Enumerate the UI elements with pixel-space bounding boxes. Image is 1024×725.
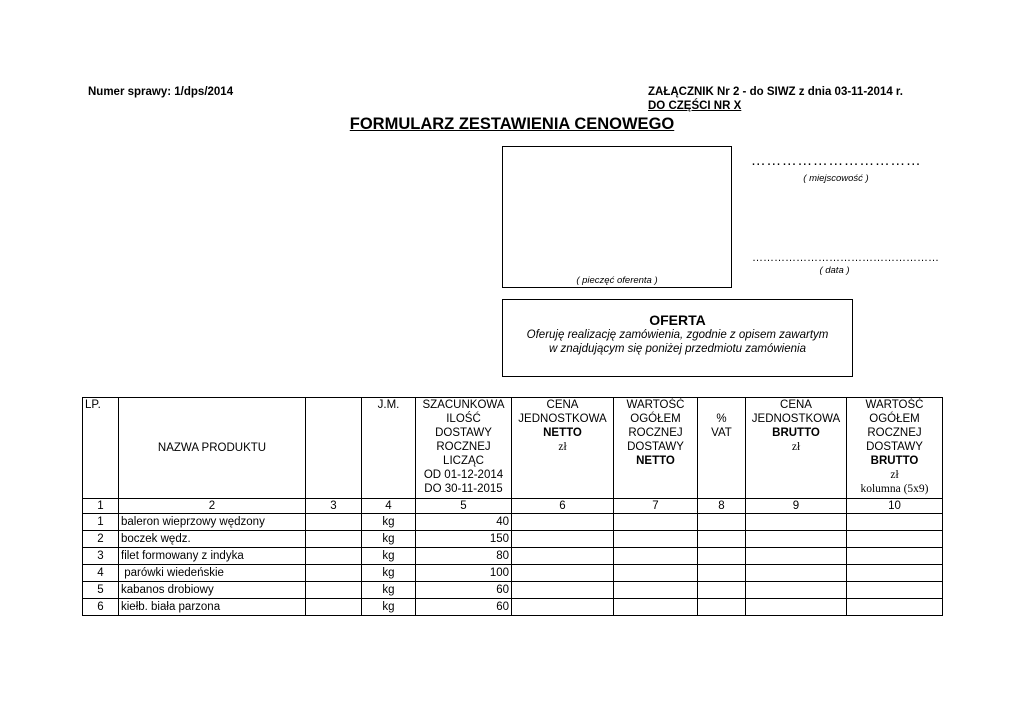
header-gross-unit-price: CENA JEDNOSTKOWA BRUTTO zł: [746, 398, 847, 499]
row-vat-cell[interactable]: [698, 548, 746, 565]
row-lp: 6: [83, 599, 119, 616]
table-row: [83, 514, 943, 531]
row-lp: 2: [83, 531, 119, 548]
row-gross-unit-price-cell[interactable]: [746, 599, 847, 616]
row-unit: kg: [362, 582, 416, 599]
row-empty-cell[interactable]: [306, 565, 362, 582]
row-unit: kg: [362, 565, 416, 582]
row-vat-cell[interactable]: [698, 582, 746, 599]
row-product-name: kabanos drobiowy: [119, 582, 306, 599]
column-number: 4: [362, 499, 416, 514]
row-quantity: 150: [416, 531, 512, 548]
row-vat-cell[interactable]: [698, 565, 746, 582]
table-header-row: [83, 398, 943, 499]
row-gross-total-cell[interactable]: [847, 531, 943, 548]
row-lp: 3: [83, 548, 119, 565]
row-unit: kg: [362, 531, 416, 548]
header-quantity: SZACUNKOWA ILOŚĆ DOSTAWY ROCZNEJ LICZĄC OD 01-12-2014 DO 30-11-2015: [416, 398, 512, 499]
place-caption: ( miejscowość ): [803, 173, 869, 184]
row-gross-unit-price-cell[interactable]: [746, 582, 847, 599]
part-reference: DO CZĘŚCI NR X: [648, 100, 742, 112]
column-number: 10: [847, 499, 943, 514]
row-gross-unit-price-cell[interactable]: [746, 514, 847, 531]
row-gross-total-cell[interactable]: [847, 599, 943, 616]
row-net-total-cell[interactable]: [614, 565, 698, 582]
row-vat-cell[interactable]: [698, 514, 746, 531]
column-number: 6: [512, 499, 614, 514]
column-number: 9: [746, 499, 847, 514]
row-lp: 5: [83, 582, 119, 599]
date-caption: ( data ): [819, 265, 850, 276]
column-number: 1: [83, 499, 119, 514]
row-product-name: boczek wędz.: [119, 531, 306, 548]
row-gross-unit-price-cell[interactable]: [746, 565, 847, 582]
stamp-box: [502, 146, 732, 288]
place-line: ……………………………: [750, 152, 922, 169]
header-gross-total-value: WARTOŚĆ OGÓŁEM ROCZNEJ DOSTAWY BRUTTO zł kolumna (5x9): [847, 398, 943, 499]
table-row: [83, 531, 943, 548]
stamp-caption: ( pieczęć oferenta ): [576, 275, 658, 286]
row-net-total-cell[interactable]: [614, 514, 698, 531]
table-row: [83, 565, 943, 582]
row-quantity: 40: [416, 514, 512, 531]
row-vat-cell[interactable]: [698, 531, 746, 548]
annex-reference: ZAŁĄCZNIK Nr 2 - do SIWZ z dnia 03-11-2014 r.: [648, 86, 903, 98]
row-gross-total-cell[interactable]: [847, 582, 943, 599]
row-product-name: baleron wieprzowy wędzony: [119, 514, 306, 531]
row-unit: kg: [362, 514, 416, 531]
row-net-unit-price-cell[interactable]: [512, 599, 614, 616]
column-number: 8: [698, 499, 746, 514]
row-quantity: 100: [416, 565, 512, 582]
column-number: 5: [416, 499, 512, 514]
table-row: [83, 599, 943, 616]
column-number: 7: [614, 499, 698, 514]
row-empty-cell[interactable]: [306, 582, 362, 599]
row-net-unit-price-cell[interactable]: [512, 582, 614, 599]
row-net-total-cell[interactable]: [614, 531, 698, 548]
date-line: ……………………………………………: [752, 252, 939, 264]
row-net-total-cell[interactable]: [614, 582, 698, 599]
row-empty-cell[interactable]: [306, 599, 362, 616]
row-gross-unit-price-cell[interactable]: [746, 531, 847, 548]
row-net-unit-price-cell[interactable]: [512, 565, 614, 582]
table-row: [83, 582, 943, 599]
row-gross-total-cell[interactable]: [847, 548, 943, 565]
case-number: Numer sprawy: 1/dps/2014: [88, 86, 234, 98]
row-vat-cell[interactable]: [698, 599, 746, 616]
row-unit: kg: [362, 599, 416, 616]
header-net-total-value: WARTOŚĆ OGÓŁEM ROCZNEJ DOSTAWY NETTO: [614, 398, 698, 499]
page-title: FORMULARZ ZESTAWIENIA CENOWEGO: [349, 115, 675, 133]
row-quantity: 60: [416, 599, 512, 616]
price-table: [82, 397, 943, 616]
offer-box: [502, 299, 853, 377]
row-unit: kg: [362, 548, 416, 565]
row-lp: 4: [83, 565, 119, 582]
header-name: NAZWA PRODUKTU: [119, 398, 306, 499]
column-number: 3: [306, 499, 362, 514]
row-gross-total-cell[interactable]: [847, 565, 943, 582]
row-quantity: 80: [416, 548, 512, 565]
row-lp: 1: [83, 514, 119, 531]
row-gross-unit-price-cell[interactable]: [746, 548, 847, 565]
row-product-name: parówki wiedeńskie: [119, 565, 306, 582]
row-net-unit-price-cell[interactable]: [512, 531, 614, 548]
row-empty-cell[interactable]: [306, 548, 362, 565]
header-col3: [306, 398, 362, 499]
header-vat: % VAT: [698, 398, 746, 499]
header-net-unit-price: CENA JEDNOSTKOWA NETTO zł: [512, 398, 614, 499]
row-empty-cell[interactable]: [306, 531, 362, 548]
row-net-unit-price-cell[interactable]: [512, 514, 614, 531]
row-net-unit-price-cell[interactable]: [512, 548, 614, 565]
row-empty-cell[interactable]: [306, 514, 362, 531]
column-number-row: [83, 499, 943, 514]
row-product-name: kiełb. biała parzona: [119, 599, 306, 616]
offer-title: OFERTA: [649, 312, 706, 328]
offer-text-line-2: w znajdującym się poniżej przedmiotu zamówienia: [549, 343, 806, 355]
row-net-total-cell[interactable]: [614, 548, 698, 565]
row-quantity: 60: [416, 582, 512, 599]
table-row: [83, 548, 943, 565]
header-jm: J.M.: [362, 398, 416, 499]
offer-text-line-1: Oferuję realizację zamówienia, zgodnie z opisem zawartym: [526, 329, 829, 341]
row-net-total-cell[interactable]: [614, 599, 698, 616]
row-gross-total-cell[interactable]: [847, 514, 943, 531]
column-number: 2: [119, 499, 306, 514]
header-lp: LP.: [83, 398, 119, 499]
row-product-name: filet formowany z indyka: [119, 548, 306, 565]
